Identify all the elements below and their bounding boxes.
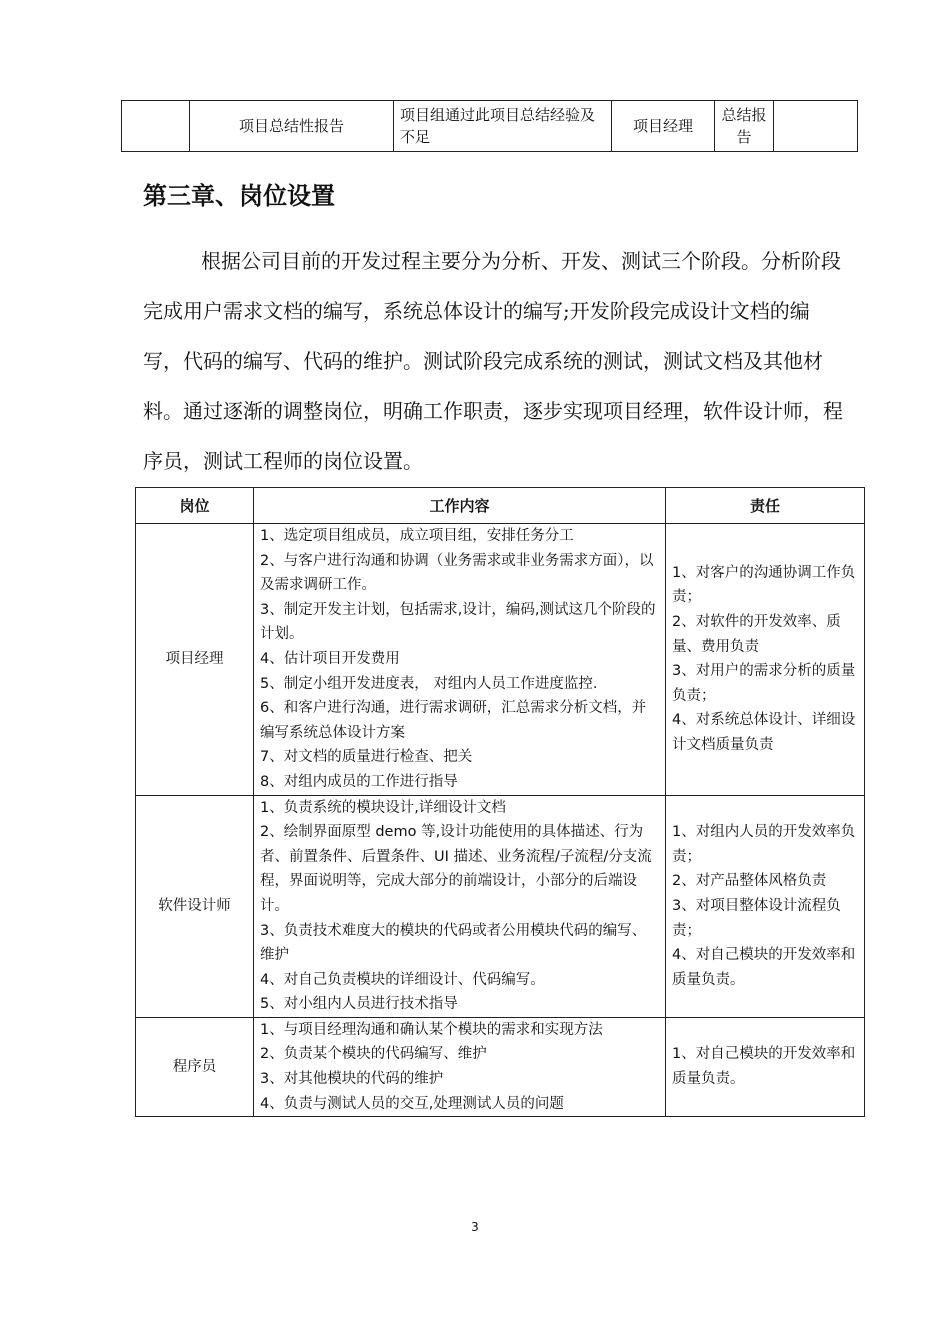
- duty-item: 5、制定小组开发进度表， 对组内人员工作进度监控.: [260, 675, 598, 692]
- duties-cell: [254, 795, 666, 1017]
- responsibility-item: 3、对项目整体设计流程负责；: [672, 897, 841, 939]
- table-header-row: [136, 488, 865, 524]
- responsibility-item: 4、对系统总体设计、详细设计文档质量负责: [672, 712, 856, 754]
- duty-item: 4、对自己负责模块的详细设计、代码编写。: [260, 971, 545, 988]
- table-cell: 项目组通过此项目总结经验及不足: [394, 101, 612, 152]
- table-cell: [122, 101, 190, 152]
- table-cell: 项目总结性报告: [190, 101, 394, 152]
- chapter-heading: 第三章、岗位设置: [143, 182, 335, 210]
- responsibility-item: 4、对自己模块的开发效率和质量负责。: [672, 947, 856, 988]
- table-cell: 总结报告: [715, 101, 774, 152]
- duty-item: 1、选定项目组成员，成立项目组，安排任务分工: [260, 528, 574, 544]
- body-paragraph: 根据公司目前的开发过程主要分为分析、开发、测试三个阶段。分析阶段完成用户需求文档的编写，系统总体设计的编写;开发阶段完成设计文档的编写，代码的编写、代码的维护。测试阶段完成系统的测试，测试文档及其他材料。通过逐渐的调整岗位，明确工作职责，逐步实现项目经理，软件设计师，程序员，测试工程师的岗位设置。: [143, 249, 843, 473]
- summary-table: [121, 100, 858, 152]
- duty-item: 4、估计项目开发费用: [260, 650, 400, 667]
- responsibility-item: 2、对产品整体风格负责: [672, 873, 827, 890]
- duty-item: 1、负责系统的模块设计,详细设计文档: [260, 799, 506, 816]
- duty-item: 3、制定开发主计划，包括需求,设计，编码,测试这几个阶段的计划。: [260, 601, 656, 643]
- role-cell: 程序员: [136, 1017, 254, 1116]
- duty-item: 2、与客户进行沟通和协调（业务需求或非业务需求方面），以及需求调研工作。: [260, 552, 654, 594]
- table-row: [122, 101, 858, 152]
- duty-item: 3、对其他模块的代码的维护: [260, 1071, 444, 1088]
- responsibility-item: 1、对自己模块的开发效率和质量负责。: [672, 1046, 856, 1088]
- page-number: 3: [471, 1220, 479, 1234]
- duty-item: 5、对小组内人员进行技术指导: [260, 996, 458, 1013]
- duty-item: 3、负责技术难度大的模块的代码或者公用模块代码的编写、维护: [260, 922, 647, 964]
- duty-item: 1、与项目经理沟通和确认某个模块的需求和实现方法: [260, 1021, 603, 1038]
- responsibility-item: 2、对软件的开发效率、质量、费用负责: [672, 614, 841, 655]
- table-row: [136, 524, 865, 796]
- responsibility-cell: [666, 795, 865, 1017]
- role-table: [135, 487, 865, 1117]
- duty-item: 7、对文档的质量进行检查、把关: [260, 749, 473, 766]
- responsibility-item: 3、对用户的需求分析的质量负责；: [672, 663, 856, 704]
- responsibility-cell: [666, 1017, 865, 1116]
- duty-item: 6、和客户进行沟通，进行需求调研，汇总需求分析文档，并编写系统总体设计方案: [260, 700, 647, 741]
- role-cell: 软件设计师: [136, 795, 254, 1017]
- table-cell: 项目经理: [612, 101, 715, 152]
- duties-cell: [254, 524, 666, 796]
- table-row: [136, 1017, 865, 1116]
- duty-item: 2、绘制界面原型 demo 等,设计功能使用的具体描述、行为者、前置条件、后置条件、UI 描述、业务流程/子流程/分支流程，界面说明等，完成大部分的前端设计，小部分的后端设计。: [260, 824, 652, 914]
- role-cell: 项目经理: [136, 524, 254, 796]
- duty-item: 8、对组内成员的工作进行指导: [260, 773, 458, 790]
- table-cell: [774, 101, 858, 152]
- header-responsibility: 责任: [666, 488, 865, 524]
- role-table-body: [136, 524, 865, 1117]
- table-row: [136, 795, 865, 1017]
- duty-item: 4、负责与测试人员的交互,处理测试人员的问题: [260, 1095, 564, 1112]
- header-duties: 工作内容: [254, 488, 666, 524]
- header-role: 岗位: [136, 488, 254, 524]
- responsibility-cell: [666, 524, 865, 796]
- responsibility-item: 1、对组内人员的开发效率负责；: [672, 824, 856, 865]
- duty-item: 2、负责某个模块的代码编写、维护: [260, 1046, 487, 1063]
- duties-cell: [254, 1017, 666, 1116]
- responsibility-item: 1、对客户的沟通协调工作负责；: [672, 564, 856, 606]
